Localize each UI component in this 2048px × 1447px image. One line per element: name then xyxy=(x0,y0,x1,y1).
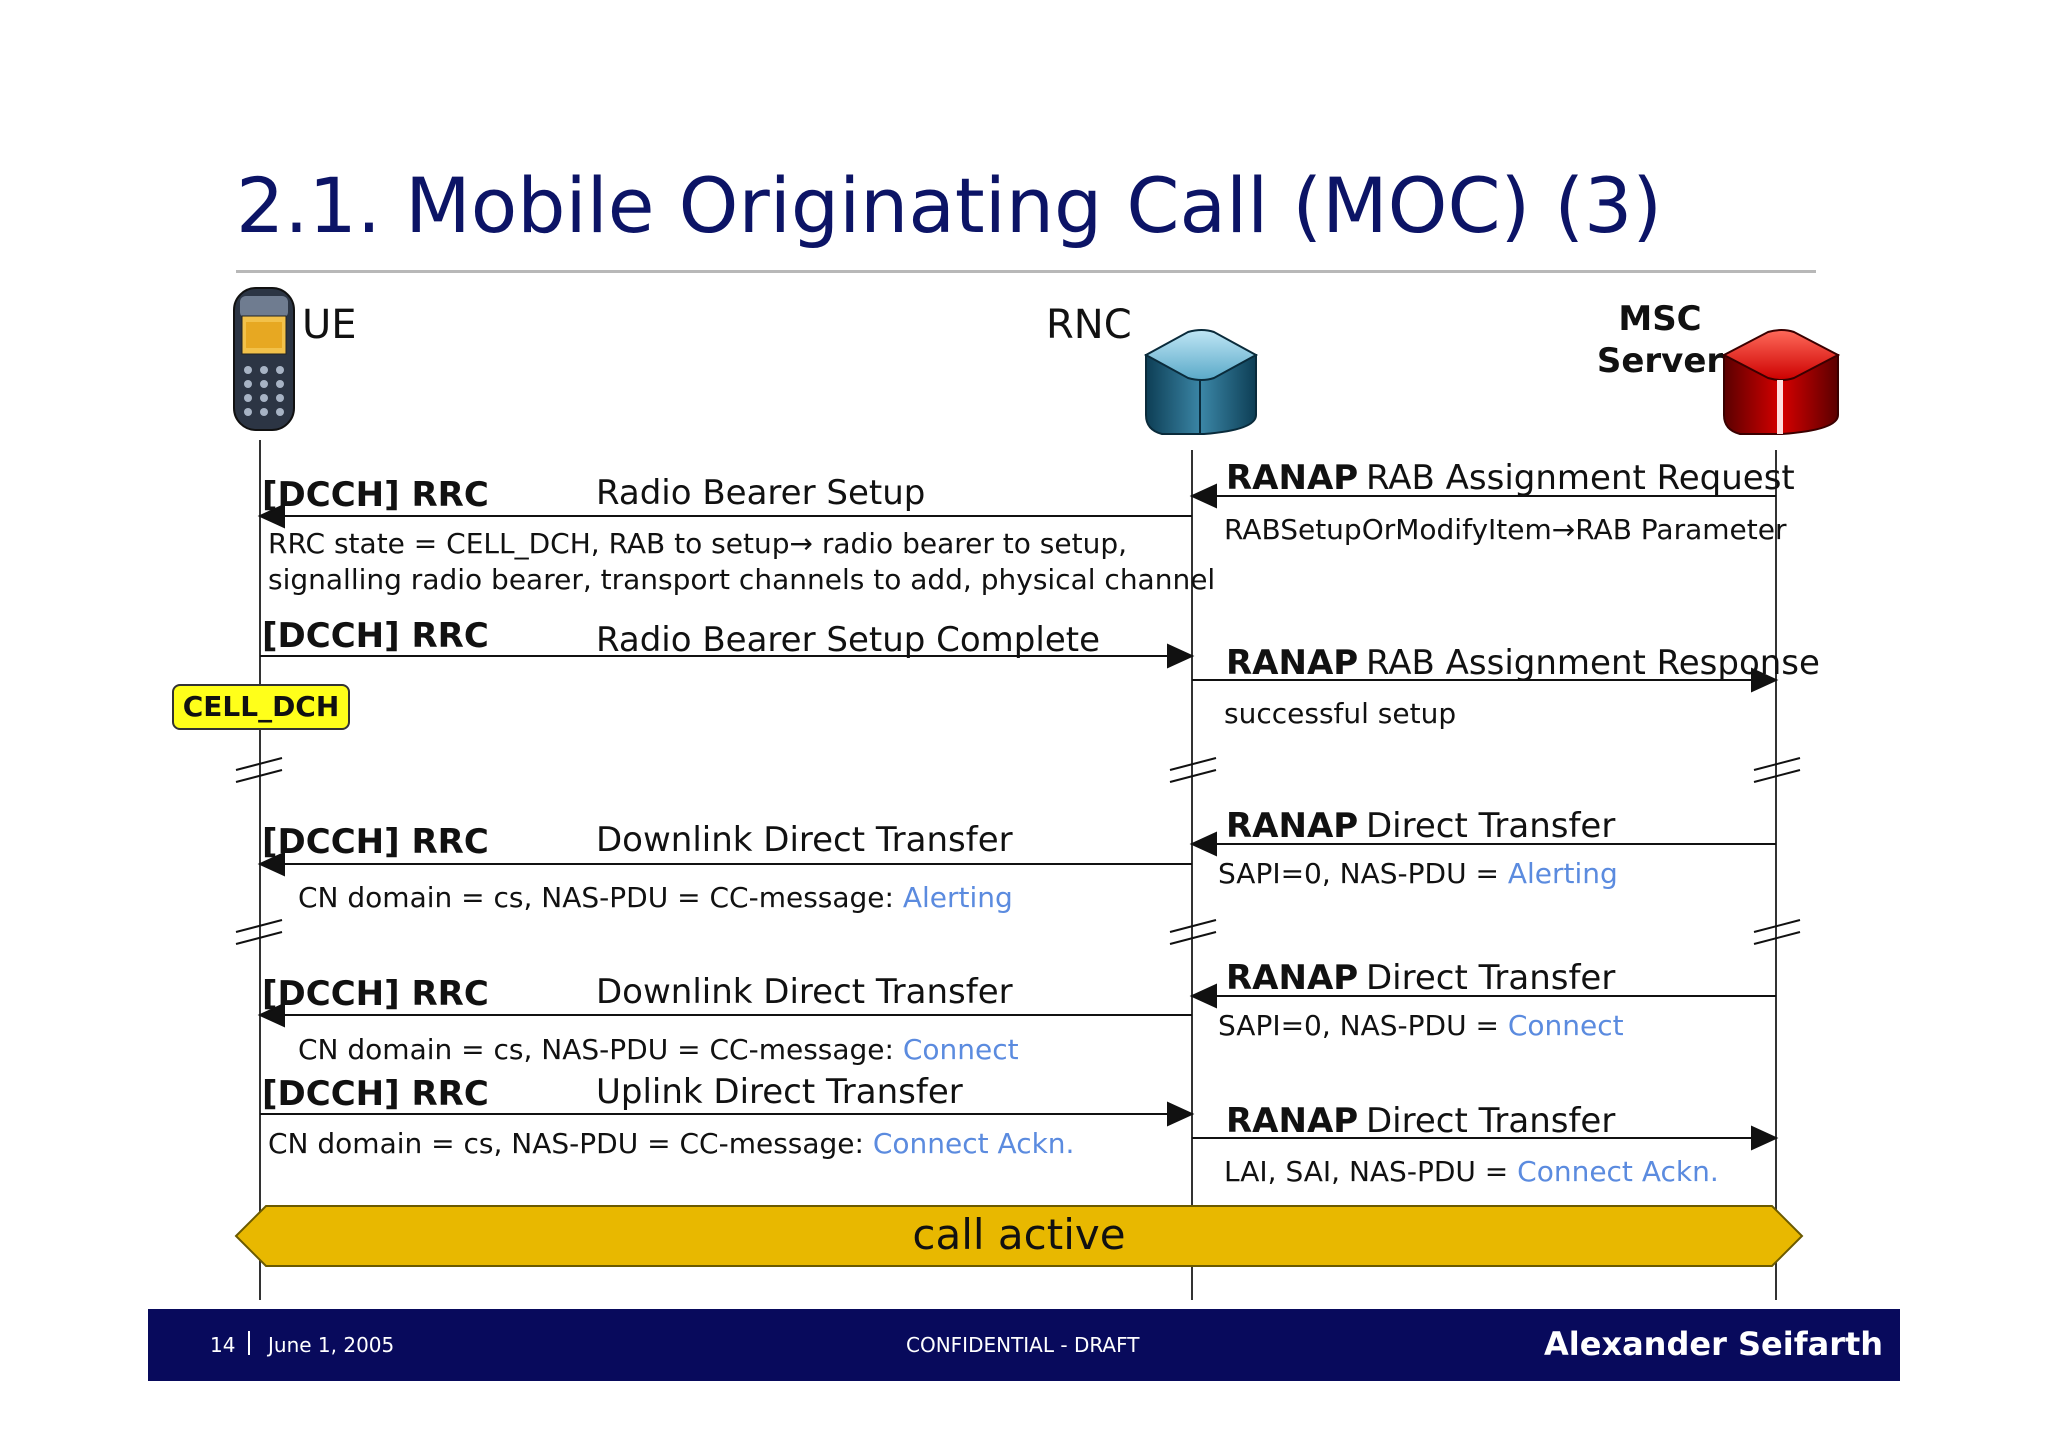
m5-note-highlight: Connect Ackn. xyxy=(872,1127,1075,1160)
call-active-label: call active xyxy=(912,1210,1126,1259)
m1-note-line2: signalling radio bearer, transport channels to add, physical channel xyxy=(268,563,1216,596)
m1-protocol: [DCCH] RRC xyxy=(262,475,489,515)
r5-name: Direct Transfer xyxy=(1366,1101,1616,1141)
r3-note xyxy=(1218,856,1618,892)
m1-name: Radio Bearer Setup xyxy=(596,473,926,513)
footer-date: June 1, 2005 xyxy=(268,1333,395,1357)
footer-bar xyxy=(148,1309,1900,1381)
page-number: 14 xyxy=(210,1333,236,1357)
m4-protocol: [DCCH] RRC xyxy=(262,974,489,1014)
author-name: Alexander Seifarth xyxy=(1544,1325,1884,1363)
msc-server-icon xyxy=(1724,330,1838,434)
r4-note-highlight: Connect xyxy=(1507,1009,1624,1042)
r5-note xyxy=(1224,1154,1719,1190)
footer-separator xyxy=(248,1331,250,1355)
r2-name: RAB Assignment Response xyxy=(1366,643,1820,683)
m5-note xyxy=(268,1126,1074,1162)
r3-protocol: RANAP xyxy=(1226,806,1359,846)
ue-label: UE xyxy=(302,302,357,348)
r1-note: RABSetupOrModifyItem→RAB Parameter xyxy=(1224,513,1787,546)
r3-note-highlight: Alerting xyxy=(1507,857,1618,890)
r4-name: Direct Transfer xyxy=(1366,958,1616,998)
m4-note-highlight: Connect xyxy=(902,1033,1019,1066)
r2-note: successful setup xyxy=(1224,697,1457,730)
msc-label-line2: Server xyxy=(1596,341,1724,381)
m2-name: Radio Bearer Setup Complete xyxy=(596,620,1100,660)
msc-label-line1: MSC xyxy=(1618,299,1702,339)
r1-protocol: RANAP xyxy=(1226,458,1359,498)
r3-name: Direct Transfer xyxy=(1366,806,1616,846)
r5-protocol: RANAP xyxy=(1226,1101,1359,1141)
m2-protocol: [DCCH] RRC xyxy=(262,616,489,656)
r5-note-highlight: Connect Ackn. xyxy=(1517,1155,1719,1188)
m4-note-prefix: CN domain = cs, NAS-PDU = CC-message: xyxy=(298,1033,903,1066)
m4-note xyxy=(298,1032,1019,1068)
mobile-phone-icon xyxy=(234,288,294,430)
r3-note-prefix: SAPI=0, NAS-PDU = xyxy=(1218,857,1508,890)
m3-protocol: [DCCH] RRC xyxy=(262,822,489,862)
state-badge: CELL_DCH xyxy=(172,684,350,730)
m3-name: Downlink Direct Transfer xyxy=(596,820,1013,860)
m5-name: Uplink Direct Transfer xyxy=(596,1072,963,1112)
rnc-label: RNC xyxy=(1046,302,1132,348)
m3-note-prefix: CN domain = cs, NAS-PDU = CC-message: xyxy=(298,881,903,914)
m5-protocol: [DCCH] RRC xyxy=(262,1074,489,1114)
page-title: 2.1. Mobile Originating Call (MOC) (3) xyxy=(236,161,1663,250)
r4-protocol: RANAP xyxy=(1226,958,1359,998)
r2-protocol: RANAP xyxy=(1226,643,1359,683)
r4-note xyxy=(1218,1008,1624,1044)
m4-name: Downlink Direct Transfer xyxy=(596,972,1013,1012)
rnc-node-icon xyxy=(1146,330,1256,434)
m1-note-line1: RRC state = CELL_DCH, RAB to setup→ radio bearer to setup, xyxy=(268,527,1128,560)
msc-server-label xyxy=(1590,298,1730,382)
r4-note-prefix: SAPI=0, NAS-PDU = xyxy=(1218,1009,1508,1042)
r5-note-prefix: LAI, SAI, NAS-PDU = xyxy=(1224,1155,1518,1188)
r1-name: RAB Assignment Request xyxy=(1366,458,1795,498)
m3-note xyxy=(298,880,1013,916)
confidential-label: CONFIDENTIAL - DRAFT xyxy=(906,1333,1140,1357)
m3-note-highlight: Alerting xyxy=(902,881,1013,914)
m5-note-prefix: CN domain = cs, NAS-PDU = CC-message: xyxy=(268,1127,873,1160)
